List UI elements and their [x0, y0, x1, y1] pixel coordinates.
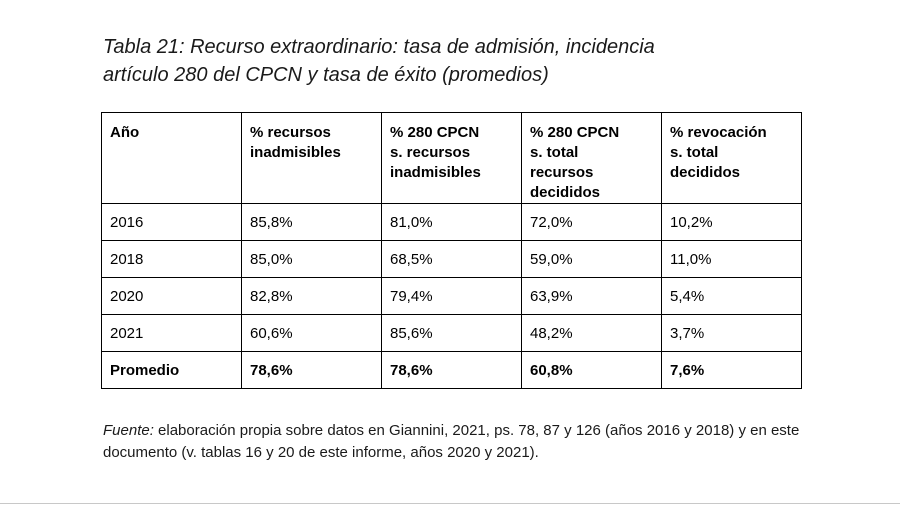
table-title: [103, 33, 783, 89]
average-cell: 78,6%: [382, 352, 522, 389]
header-line: Año: [110, 124, 140, 141]
table-cell: 85,6%: [382, 315, 522, 352]
header-year: [102, 113, 242, 204]
table-cell: 60,6%: [242, 315, 382, 352]
table-cell: 5,4%: [662, 278, 802, 315]
table-cell: 79,4%: [382, 278, 522, 315]
table-cell: 82,8%: [242, 278, 382, 315]
table-cell: 10,2%: [662, 204, 802, 241]
table-cell: 68,5%: [382, 241, 522, 278]
table-cell: 3,7%: [662, 315, 802, 352]
table-cell: 85,8%: [242, 204, 382, 241]
header-line: inadmisibles: [250, 144, 341, 161]
header-line: decididos: [530, 184, 601, 201]
header-row: [102, 113, 802, 204]
table-cell: 2016: [102, 204, 242, 241]
header-280-over-total-decided: [522, 113, 662, 204]
header-line: inadmisibles: [390, 164, 481, 181]
header-line: % revocación: [670, 124, 767, 141]
header-revocation-pct: [662, 113, 802, 204]
average-cell: 78,6%: [242, 352, 382, 389]
header-inadmissible-pct: [242, 113, 382, 204]
table-title-line-1: Tabla 21: Recurso extraordinario: tasa de admisión, incidencia: [103, 36, 655, 58]
table-cell: 81,0%: [382, 204, 522, 241]
source-text: elaboración propia sobre datos en Giannini, 2021, ps. 78, 87 y 126 (años 2016 y 2018) y en este documento (v. tablas 16 y 20 de este informe, años 2020 y 2021).: [103, 422, 800, 461]
header-line: decididos: [670, 164, 741, 181]
table-row: [102, 241, 802, 278]
header-line: s. total: [670, 144, 719, 161]
average-cell: Promedio: [102, 352, 242, 389]
table-title-line-2: artículo 280 del CPCN y tasa de éxito (promedios): [103, 64, 549, 86]
average-cell: 60,8%: [522, 352, 662, 389]
source-note: [103, 420, 803, 464]
bottom-divider: [0, 503, 900, 504]
header-line: % 280 CPCN: [530, 124, 620, 141]
average-row: [102, 352, 802, 389]
table-cell: 2021: [102, 315, 242, 352]
table-cell: 11,0%: [662, 241, 802, 278]
table-row: [102, 278, 802, 315]
table-cell: 85,0%: [242, 241, 382, 278]
header-line: recursos: [530, 164, 594, 181]
table-cell: 63,9%: [522, 278, 662, 315]
statistics-table: [101, 112, 802, 389]
header-line: s. recursos: [390, 144, 471, 161]
header-280-over-inadmissible: [382, 113, 522, 204]
average-cell: 7,6%: [662, 352, 802, 389]
table-cell: 72,0%: [522, 204, 662, 241]
header-line: % recursos: [250, 124, 331, 141]
table-row: [102, 204, 802, 241]
table-row: [102, 315, 802, 352]
table-cell: 59,0%: [522, 241, 662, 278]
table-cell: 2020: [102, 278, 242, 315]
table-cell: 48,2%: [522, 315, 662, 352]
source-label: Fuente:: [103, 422, 154, 439]
header-line: s. total: [530, 144, 579, 161]
header-line: % 280 CPCN: [390, 124, 480, 141]
table-cell: 2018: [102, 241, 242, 278]
